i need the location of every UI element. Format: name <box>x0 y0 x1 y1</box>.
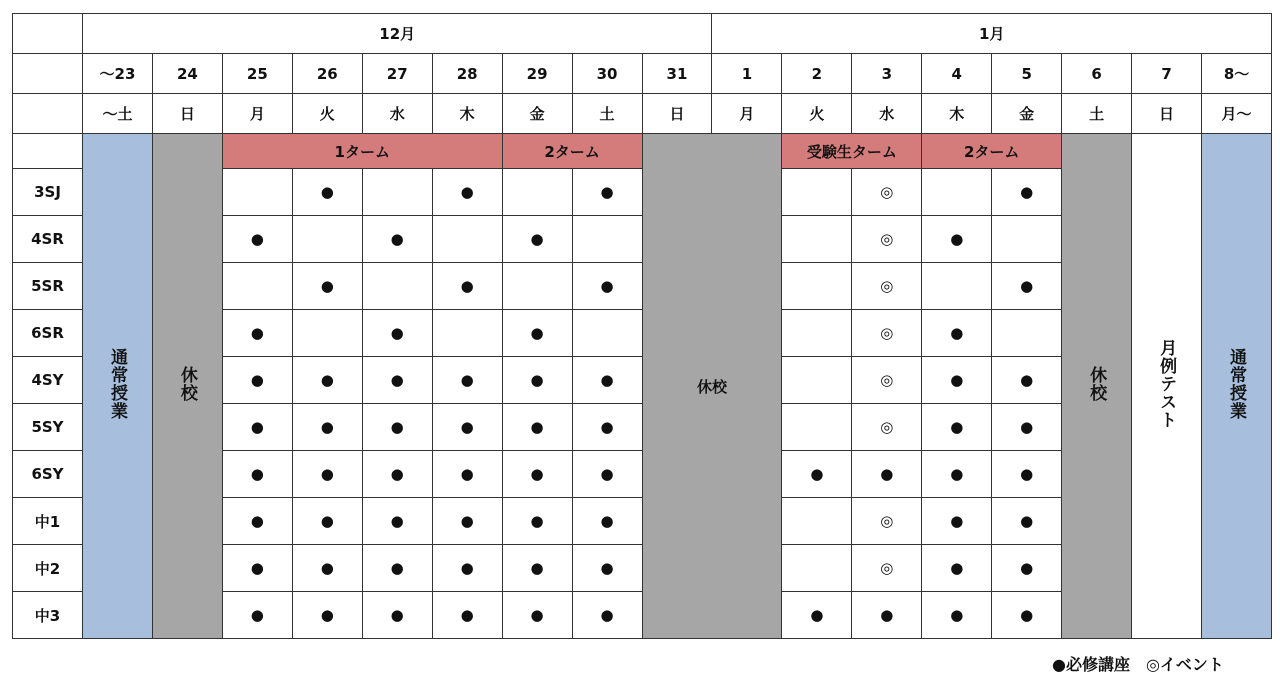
mark-cell <box>572 310 642 357</box>
mark-cell <box>782 404 852 451</box>
corner-cell <box>13 14 83 54</box>
mark-cell: ● <box>222 310 292 357</box>
mark-cell <box>992 216 1062 263</box>
mark-cell: ● <box>502 216 572 263</box>
mark-cell <box>362 263 432 310</box>
class-name: 6SR <box>13 310 83 357</box>
closed-24 <box>152 134 222 639</box>
month-december: 12月 <box>83 14 712 54</box>
mark-cell <box>782 216 852 263</box>
mark-cell: ● <box>222 451 292 498</box>
mark-cell: ◎ <box>852 263 922 310</box>
mark-cell: ● <box>502 592 572 639</box>
date-cell: 26 <box>292 54 362 94</box>
mark-cell <box>992 310 1062 357</box>
term-2-jan: 2ターム <box>922 134 1062 169</box>
mark-cell: ● <box>502 498 572 545</box>
mark-cell: ◎ <box>852 498 922 545</box>
monthly-test <box>1132 134 1202 639</box>
date-cell: 25 <box>222 54 292 94</box>
date-cell: 3 <box>852 54 922 94</box>
closed-6 <box>1062 134 1132 639</box>
mark-cell <box>502 263 572 310</box>
date-cell: 6 <box>1062 54 1132 94</box>
class-name: 6SY <box>13 451 83 498</box>
weekday-cell: 土 <box>572 94 642 134</box>
mark-cell: ● <box>572 169 642 216</box>
mark-cell: ● <box>922 545 992 592</box>
closed-6-label: 休校 <box>1086 366 1107 402</box>
class-name: 中2 <box>13 545 83 592</box>
mark-cell: ● <box>292 169 362 216</box>
date-cell: 4 <box>922 54 992 94</box>
mark-cell <box>432 216 502 263</box>
mark-cell: ◎ <box>852 169 922 216</box>
regular-class-right-label: 通常授業 <box>1226 348 1247 420</box>
mark-cell: ● <box>992 169 1062 216</box>
weekday-cell: 日 <box>1132 94 1202 134</box>
mark-cell <box>502 169 572 216</box>
mark-cell <box>782 169 852 216</box>
mark-cell: ● <box>782 592 852 639</box>
term-exam: 受験生ターム <box>782 134 922 169</box>
mark-cell <box>782 545 852 592</box>
mark-cell: ● <box>782 451 852 498</box>
mark-cell: ● <box>572 498 642 545</box>
date-cell: ～23 <box>83 54 153 94</box>
mark-cell: ● <box>432 498 502 545</box>
mark-cell: ● <box>992 498 1062 545</box>
term-2: 2ターム <box>502 134 642 169</box>
mark-cell: ● <box>292 498 362 545</box>
class-name: 中3 <box>13 592 83 639</box>
mark-cell: ● <box>502 451 572 498</box>
mark-cell: ● <box>432 263 502 310</box>
mark-cell: ● <box>292 592 362 639</box>
mark-cell: ● <box>292 263 362 310</box>
class-name: 中1 <box>13 498 83 545</box>
weekday-cell: 月 <box>712 94 782 134</box>
mark-cell: ● <box>992 592 1062 639</box>
weekday-cell: 木 <box>922 94 992 134</box>
mark-cell: ● <box>432 592 502 639</box>
mark-cell: ◎ <box>852 357 922 404</box>
corner-cell <box>13 54 83 94</box>
mark-cell: ◎ <box>852 310 922 357</box>
mark-cell: ● <box>362 451 432 498</box>
class-name: 4SY <box>13 357 83 404</box>
corner-cell <box>13 94 83 134</box>
mark-cell: ● <box>922 357 992 404</box>
mark-cell: ● <box>222 545 292 592</box>
mark-cell: ● <box>572 404 642 451</box>
mark-cell: ● <box>572 357 642 404</box>
mark-cell: ◎ <box>852 545 922 592</box>
date-cell: 1 <box>712 54 782 94</box>
mark-cell: ● <box>222 404 292 451</box>
mark-cell: ● <box>222 592 292 639</box>
regular-class-right <box>1202 134 1272 639</box>
weekday-cell: 土 <box>1062 94 1132 134</box>
mark-cell <box>432 310 502 357</box>
mark-cell: ● <box>992 451 1062 498</box>
mark-cell: ● <box>992 263 1062 310</box>
class-name: 5SR <box>13 263 83 310</box>
weekday-cell: 火 <box>782 94 852 134</box>
mark-cell: ● <box>362 216 432 263</box>
mark-cell: ● <box>922 592 992 639</box>
closed-24-label: 休校 <box>176 366 197 402</box>
mark-cell <box>922 263 992 310</box>
mark-cell <box>222 169 292 216</box>
mark-cell: ● <box>502 545 572 592</box>
mark-cell: ◎ <box>852 404 922 451</box>
mark-cell <box>782 357 852 404</box>
date-cell: 28 <box>432 54 502 94</box>
month-january: 1月 <box>712 14 1272 54</box>
mark-cell: ● <box>992 545 1062 592</box>
weekday-cell: 水 <box>852 94 922 134</box>
date-cell: 5 <box>992 54 1062 94</box>
date-cell: 31 <box>642 54 712 94</box>
mark-cell: ● <box>502 357 572 404</box>
weekday-cell: 日 <box>152 94 222 134</box>
mark-cell: ● <box>572 545 642 592</box>
mark-cell: ● <box>292 451 362 498</box>
mark-cell: ● <box>362 498 432 545</box>
mark-cell: ● <box>502 310 572 357</box>
monthly-test-label: 月例テスト <box>1156 339 1177 429</box>
mark-cell: ● <box>502 404 572 451</box>
weekday-cell: 月 <box>222 94 292 134</box>
weekday-cell: 木 <box>432 94 502 134</box>
date-cell: 2 <box>782 54 852 94</box>
legend: ●必修講座 ◎イベント <box>1052 655 1224 674</box>
mark-cell: ● <box>362 592 432 639</box>
mark-cell: ● <box>922 216 992 263</box>
date-cell: 30 <box>572 54 642 94</box>
regular-class-left-label: 通常授業 <box>106 348 127 420</box>
mark-cell: ● <box>992 404 1062 451</box>
mark-cell <box>782 263 852 310</box>
corner-cell <box>13 134 83 169</box>
mark-cell: ● <box>362 357 432 404</box>
mark-cell <box>572 216 642 263</box>
date-cell: 27 <box>362 54 432 94</box>
mark-cell <box>292 216 362 263</box>
mark-cell: ● <box>432 357 502 404</box>
closed-break: 休校 <box>642 134 782 639</box>
mark-cell: ◎ <box>852 216 922 263</box>
mark-cell: ● <box>362 310 432 357</box>
mark-cell: ● <box>432 404 502 451</box>
weekday-cell: 月～ <box>1202 94 1272 134</box>
date-cell: 8～ <box>1202 54 1272 94</box>
mark-cell: ● <box>222 357 292 404</box>
mark-cell: ● <box>222 498 292 545</box>
mark-cell: ● <box>852 451 922 498</box>
mark-cell: ● <box>922 310 992 357</box>
mark-cell: ● <box>362 545 432 592</box>
mark-cell: ● <box>572 451 642 498</box>
mark-cell: ● <box>432 169 502 216</box>
mark-cell: ● <box>922 451 992 498</box>
mark-cell: ● <box>362 404 432 451</box>
mark-cell: ● <box>222 216 292 263</box>
mark-cell <box>922 169 992 216</box>
regular-class-left <box>83 134 153 639</box>
mark-cell: ● <box>292 404 362 451</box>
date-cell: 29 <box>502 54 572 94</box>
mark-cell: ● <box>572 592 642 639</box>
weekday-cell: 日 <box>642 94 712 134</box>
mark-cell: ● <box>572 263 642 310</box>
mark-cell <box>292 310 362 357</box>
weekday-cell: 水 <box>362 94 432 134</box>
mark-cell: ● <box>992 357 1062 404</box>
date-cell: 24 <box>152 54 222 94</box>
date-cell: 7 <box>1132 54 1202 94</box>
mark-cell <box>782 310 852 357</box>
mark-cell: ● <box>922 404 992 451</box>
mark-cell <box>222 263 292 310</box>
mark-cell: ● <box>292 545 362 592</box>
weekday-cell: ～土 <box>83 94 153 134</box>
mark-cell: ● <box>432 451 502 498</box>
mark-cell <box>362 169 432 216</box>
class-name: 3SJ <box>13 169 83 216</box>
schedule-table <box>12 13 1272 639</box>
term-1: 1ターム <box>222 134 502 169</box>
weekday-cell: 金 <box>992 94 1062 134</box>
mark-cell: ● <box>922 498 992 545</box>
weekday-cell: 火 <box>292 94 362 134</box>
mark-cell: ● <box>432 545 502 592</box>
mark-cell <box>782 498 852 545</box>
weekday-cell: 金 <box>502 94 572 134</box>
class-name: 4SR <box>13 216 83 263</box>
mark-cell: ● <box>292 357 362 404</box>
class-name: 5SY <box>13 404 83 451</box>
mark-cell: ● <box>852 592 922 639</box>
